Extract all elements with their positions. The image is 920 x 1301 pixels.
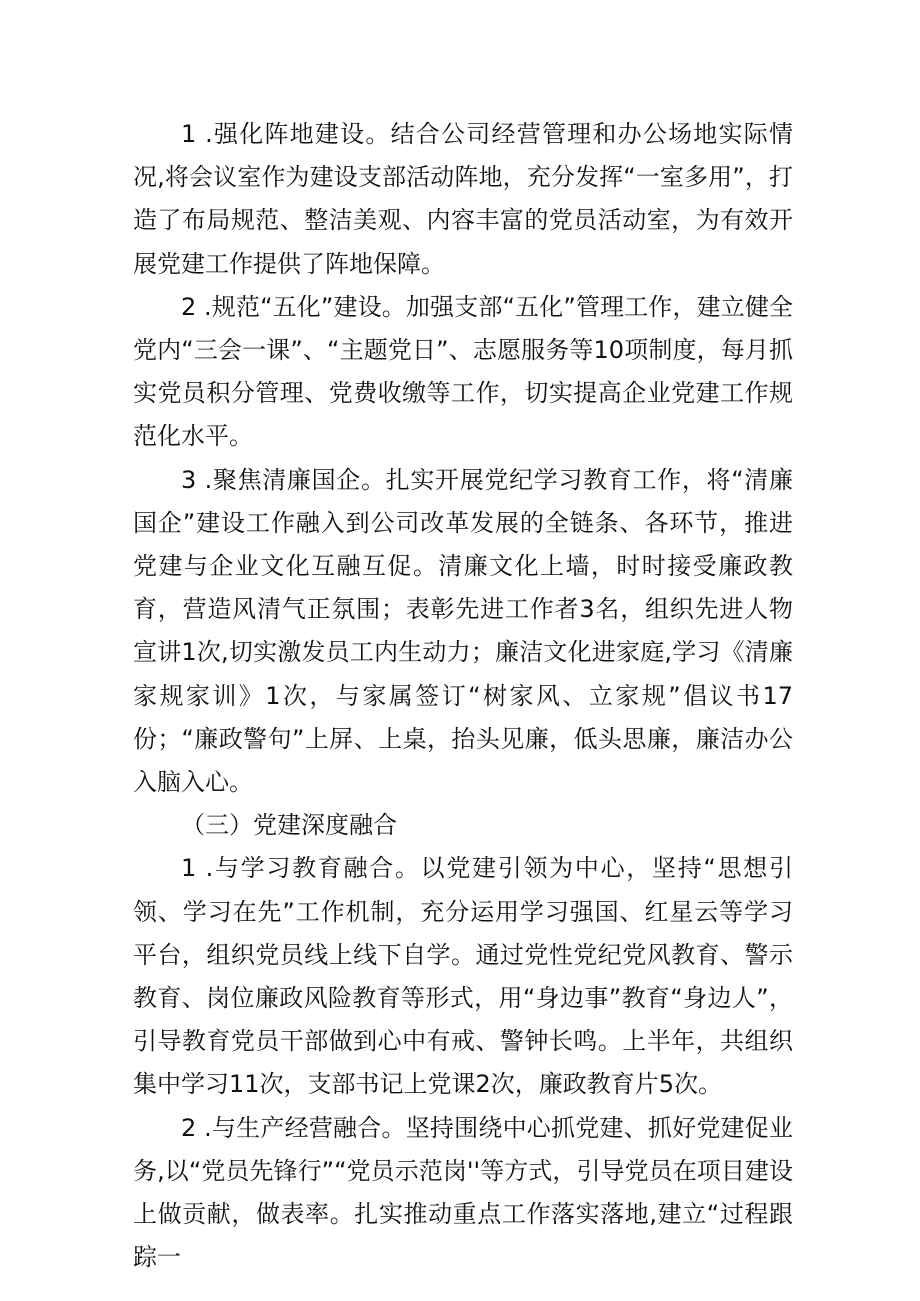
document-body [133, 113, 793, 1279]
paragraph-business-integration: 2 .与生产经营融合。坚持围绕中心抓党建、抓好党建促业务,以“党员先锋行”“党员示范岗''等方式，引导党员在项目建设上做贡献，做表率。扎实推动重点工作落实落地,建立“过程跟踪一 [133, 1113, 793, 1272]
paragraph-position-building: 1 .强化阵地建设。结合公司经营管理和办公场地实际情况,将会议室作为建设支部活动阵地，充分发挥“一室多用”，打造了布局规范、整洁美观、内容丰富的党员活动室，为有效开展党建工作提供了阵地保障。 [133, 120, 793, 278]
section-heading-integration: （三）党建深度融合 [181, 811, 397, 840]
paragraph-learning-integration: 1 .与学习教育融合。以党建引领为中心，坚持“思想引领、学习在先”工作机制，充分运用学习强国、红星云等学习平台，组织党员线上线下自学。通过党性党纪党风教育、警示教育、岗位廉政风险教育等形式，用“身边事”教育“身边人”，引导教育党员干部做到心中有戒、警钟长鸣。上半年，共组织集中学习11次，支部书记上党课2次，廉政教育片5次。 [133, 854, 793, 1099]
paragraph-five-standards: 2 .规范“五化”建设。加强支部“五化”管理工作，建立健全党内“三会一课”、“主题党日”、志愿服务等10项制度，每月抓实党员积分管理、党费收缴等工作，切实提高企业党建工作规范化水平。 [133, 292, 793, 451]
paragraph-clean-soe: 3 .聚焦清廉国企。扎实开展党纪学习教育工作，将“清廉国企”建设工作融入到公司改革发展的全链条、各环节，推进党建与企业文化互融互促。清廉文化上墙，时时接受廉政教育，营造风清气正氛围；表彰先进工作者3名，组织先进人物宣讲1次,切实激发员工内生动力；廉洁文化进家庭,学习《清廉家规家训》1次，与家属签订“树家风、立家规”倡议书17份；“廉政警句”上屏、上桌，抬头见廉，低头思廉，廉洁办公入脑入心。 [133, 465, 793, 797]
